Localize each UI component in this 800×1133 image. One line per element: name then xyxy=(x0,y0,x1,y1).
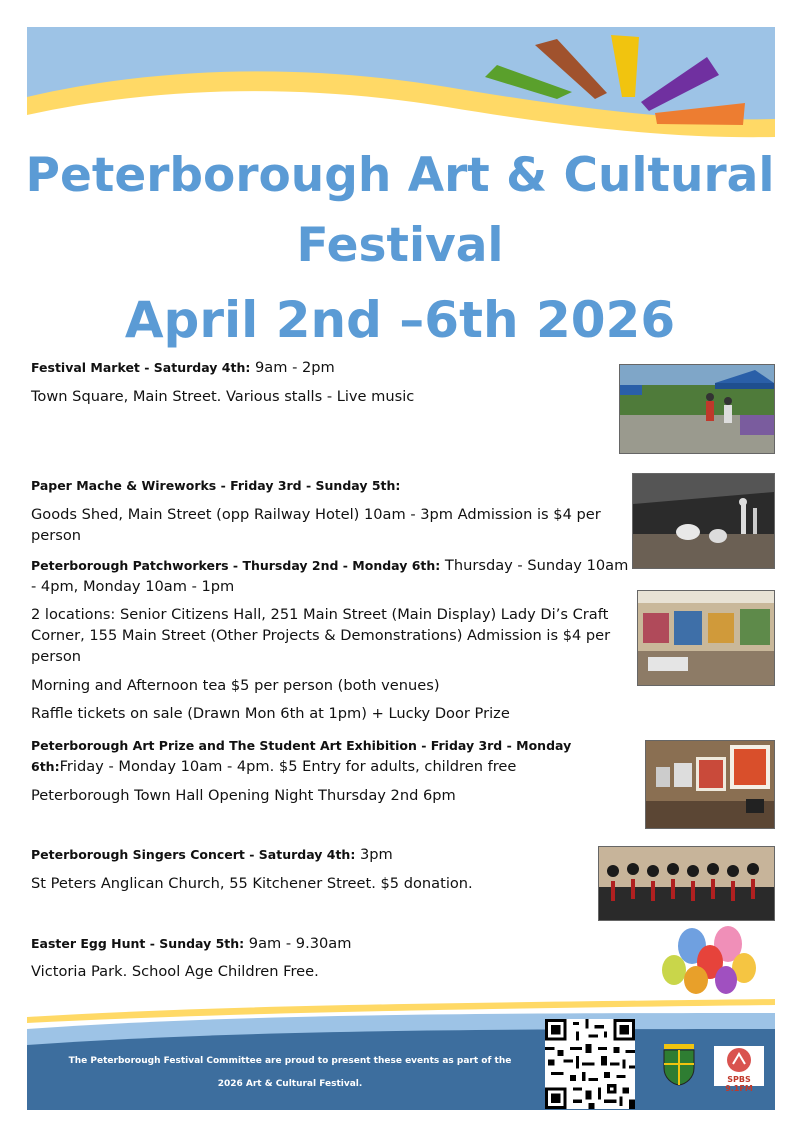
event-time: 3pm xyxy=(355,846,393,863)
event-market-heading xyxy=(31,357,601,378)
town-crest-logo xyxy=(662,1042,696,1086)
footer-text-line2: 2026 Art & Cultural Festival. xyxy=(217,1079,363,1089)
event-easter-heading xyxy=(31,933,591,954)
event-time: 9am - 9.30am xyxy=(244,935,352,952)
event-patch-raffle: Raffle tickets on sale (Drawn Mon 6th at 1pm) + Lucky Door Prize xyxy=(31,705,510,722)
event-title: Festival Market - Saturday 4th: xyxy=(31,360,251,375)
market-photo xyxy=(619,364,775,454)
easter-eggs-image xyxy=(652,924,764,998)
event-art-opening: Peterborough Town Hall Opening Night Thursday 2nd 6pm xyxy=(31,787,456,804)
festival-dates: April 2nd –6th 2026 xyxy=(124,291,676,349)
page-title: Peterborough Art & Cultural xyxy=(25,148,775,203)
event-patch-tea: Morning and Afternoon tea $5 per person (both venues) xyxy=(31,677,440,694)
event-title: Peterborough Art Prize and The Student Art Exhibition - Friday 3rd - Monday 6th: xyxy=(31,738,572,774)
event-title: Peterborough Singers Concert - Saturday 4th: xyxy=(31,847,356,862)
event-time: Thursday - Sunday 10am - 4pm, Monday 10am - 1pm xyxy=(31,557,629,595)
footer-text-line1: The Peterborough Festival Committee are proud to present these events as part of the xyxy=(68,1056,512,1066)
singers-photo xyxy=(598,846,775,921)
event-paper-heading xyxy=(31,475,621,496)
event-time: Friday - Monday 10am - 4pm. $5 Entry for adults, children free xyxy=(59,758,517,775)
header-banner xyxy=(27,27,775,145)
event-time: 9am - 2pm xyxy=(250,359,335,376)
event-title: Paper Mache & Wireworks - Friday 3rd - Sunday 5th: xyxy=(31,478,401,493)
event-easter-desc: Victoria Park. School Age Children Free. xyxy=(31,963,319,980)
patchwork-photo xyxy=(637,590,775,686)
event-singers-desc: St Peters Anglican Church, 55 Kitchener Street. $5 donation. xyxy=(31,875,473,892)
page-title-line2: Festival xyxy=(296,218,504,273)
qr-code[interactable] xyxy=(545,1019,635,1109)
event-art-heading xyxy=(31,735,636,777)
radio-logo-text: SPBS 9.1FM xyxy=(725,1075,753,1093)
event-patch-heading xyxy=(31,555,631,597)
event-patch-locations: 2 locations: Senior Citizens Hall, 251 Main Street (Main Display) Lady Di’s Craft Corner, 155 Main Street (Other Projects & Demonstrations) Admission is $4 per person xyxy=(31,606,611,665)
event-market-desc: Town Square, Main Street. Various stalls - Live music xyxy=(31,388,415,405)
event-singers-heading xyxy=(31,844,591,865)
event-paper-desc: Goods Shed, Main Street (opp Railway Hotel) 10am - 3pm Admission is $4 per person xyxy=(31,506,601,544)
event-title: Peterborough Patchworkers - Thursday 2nd - Monday 6th: xyxy=(31,558,441,573)
event-title: Easter Egg Hunt - Sunday 5th: xyxy=(31,936,245,951)
paper-mache-photo xyxy=(632,473,775,569)
art-prize-photo xyxy=(645,740,775,829)
radio-station-logo xyxy=(714,1046,764,1093)
